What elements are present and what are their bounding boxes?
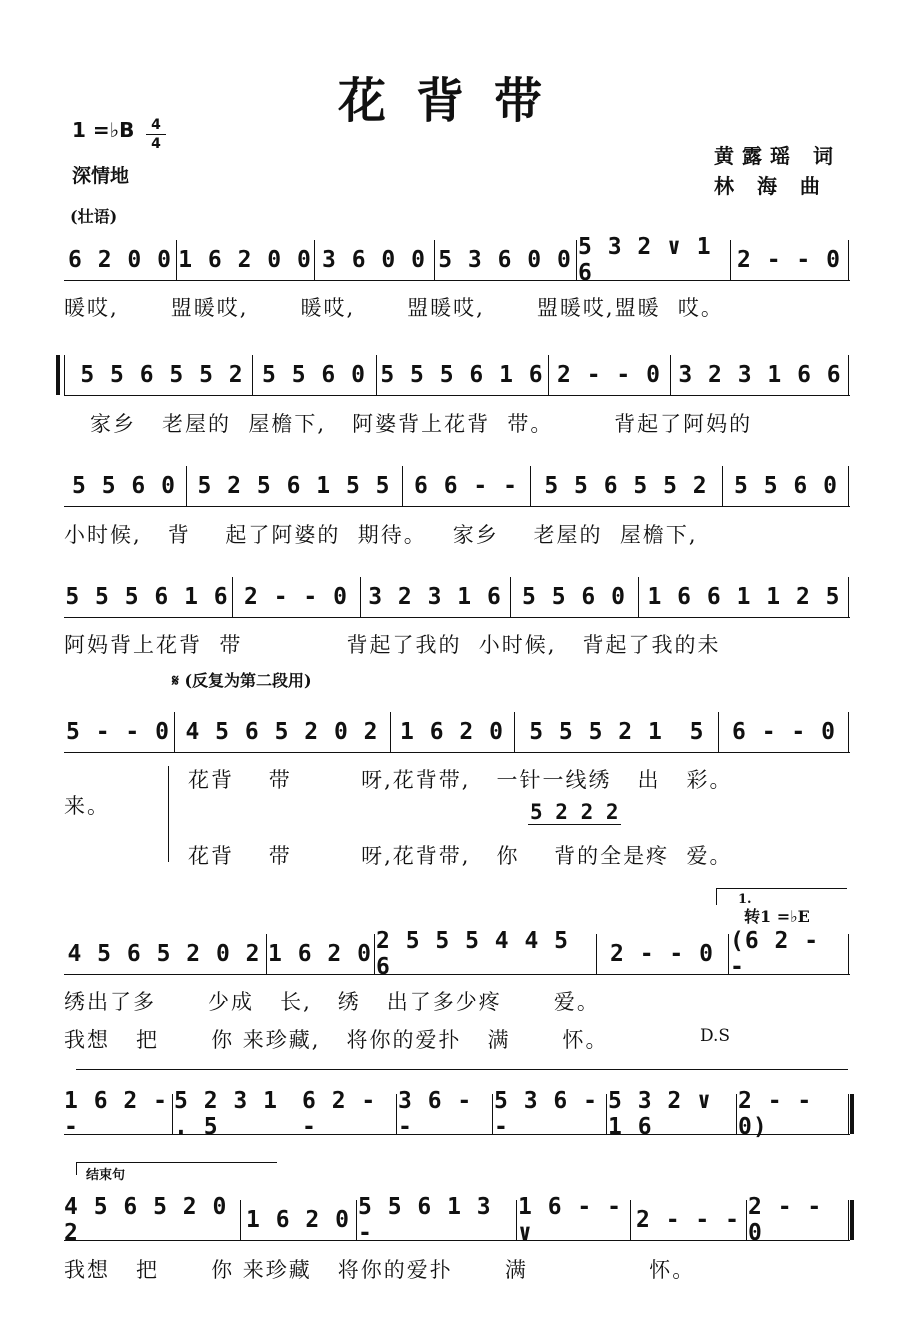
- measure: 6 - - 0: [732, 719, 836, 745]
- barline: [596, 934, 597, 974]
- measure: 2 5 5 5 4 4 5 6: [376, 928, 570, 980]
- barline: [516, 1200, 517, 1240]
- barline: [848, 934, 849, 974]
- measure: 4 5 6 5 2 0 2: [64, 1194, 228, 1246]
- measure: 3 6 0 0: [322, 247, 426, 273]
- key-signature: 1 =♭B: [72, 118, 135, 142]
- measure: 6 2 - -: [302, 1088, 377, 1140]
- barline: [606, 1094, 607, 1134]
- ds-mark: D.S: [700, 1026, 731, 1046]
- measure: 2 - - 0: [244, 584, 348, 610]
- measure: 5: [689, 719, 705, 745]
- measure: 5 - - 0: [66, 719, 170, 745]
- barline: [232, 577, 233, 617]
- measure: 5 5 5 6 1 6: [380, 362, 544, 388]
- measure: 5 5 5 2 1: [529, 719, 663, 745]
- measure: 2 - - 0: [748, 1194, 823, 1246]
- lyric-line: 暖哎, 盟暖哎, 暖哎, 盟暖哎, 盟暖哎,盟暖 哎。: [64, 296, 724, 320]
- measure: 6 2 0 0: [68, 247, 172, 273]
- music-row-7: [64, 1088, 850, 1140]
- measure: 2 - - -: [636, 1207, 740, 1233]
- lyric-line: 花背 带 呀,花背带, 你 背的全是疼 爱。: [188, 844, 733, 868]
- barline: [390, 712, 391, 752]
- barline: [548, 355, 549, 395]
- barline: [638, 577, 639, 617]
- modulation-mark: 转1 =♭E: [744, 907, 810, 926]
- measure: 5 5 6 5 5 2: [544, 473, 708, 499]
- meter-top: 4: [151, 117, 161, 133]
- measure: 5 2 5 6 1 5 5: [197, 473, 391, 499]
- music-row-3: [64, 466, 850, 507]
- barline: [186, 466, 187, 506]
- measure: 5 5 6 0: [734, 473, 838, 499]
- barline: [314, 240, 315, 280]
- barline: [434, 240, 435, 280]
- measure: 5 5 6 0: [72, 473, 176, 499]
- lyric-line: 我想 把 你 来珍藏, 将你的爱扑 满 怀。: [64, 1028, 609, 1052]
- barline: [176, 240, 177, 280]
- barline: [746, 1200, 747, 1240]
- barline: [576, 240, 577, 280]
- music-row-1: [64, 234, 850, 286]
- verse-brace: [168, 766, 175, 862]
- barline: [848, 240, 849, 280]
- measure: 1 6 2 0: [400, 719, 504, 745]
- barline: [514, 712, 515, 752]
- barline: [240, 1200, 241, 1240]
- barline: [736, 1094, 737, 1134]
- repeat-end: [848, 1094, 854, 1134]
- measure: 5 5 5 6 1 6: [65, 584, 229, 610]
- measure: 3 2 3 1 6 6: [678, 362, 842, 388]
- measure: 4 5 6 5 2 0 2: [67, 941, 261, 967]
- barline: [376, 355, 377, 395]
- lyric-line: 绣出了多 少成 长, 绣 出了多少疼 爱。: [64, 990, 600, 1014]
- measure: 5 3 6 - -: [494, 1088, 598, 1140]
- barline: [492, 1094, 493, 1134]
- barline: [848, 355, 849, 395]
- lyric-line: 我想 把 你 来珍藏 将你的爱扑 满 怀。: [64, 1258, 696, 1282]
- measure: 5 5 6 0: [262, 362, 366, 388]
- barline: [252, 355, 253, 395]
- measure: 5 3 6 0 0: [438, 247, 572, 273]
- barline: [722, 466, 723, 506]
- barline: [718, 712, 719, 752]
- measure: 1 6 2 0: [246, 1207, 350, 1233]
- measure: 1 6 2 0: [268, 941, 372, 967]
- barline: [530, 466, 531, 506]
- barline: [360, 577, 361, 617]
- time-signature: [146, 116, 166, 153]
- measure: 5 3 2 ∨ 1 6: [608, 1088, 712, 1140]
- measure: 2 - - 0: [557, 362, 661, 388]
- barline: [630, 1200, 631, 1240]
- measure: 5 5 6 0: [522, 584, 626, 610]
- alternate-notes: 5 2 2 2: [530, 800, 619, 824]
- coda-label: 结束句: [86, 1168, 126, 1183]
- tempo-marking: 深情地: [72, 165, 130, 187]
- lyric-line: 阿妈背上花背 带 背起了我的 小时候, 背起了我的未: [64, 633, 721, 657]
- song-title: 花背带: [337, 73, 572, 129]
- lyric-line: 家乡 老屋的 屋檐下, 阿婆背上花背 带。 背起了阿妈的: [90, 412, 753, 436]
- measure: 2 - - 0: [610, 941, 714, 967]
- measure: 1 6 - - ∨: [518, 1194, 622, 1246]
- lyric-line: 小时候, 背 起了阿婆的 期待。 家乡 老屋的 屋檐下,: [64, 523, 698, 547]
- volta-label: 1.: [738, 892, 752, 907]
- barline: [730, 240, 731, 280]
- barline: [172, 1094, 173, 1134]
- measure: 2 - - 0): [738, 1088, 813, 1140]
- measure: 1 6 2 - -: [64, 1088, 168, 1140]
- barline: [848, 466, 849, 506]
- lyric-line: 来。: [64, 794, 110, 818]
- measure: 5 3 2 ∨ 1 6: [578, 234, 712, 286]
- barline: [728, 934, 729, 974]
- barline: [396, 1094, 397, 1134]
- composer-credit: 林 海 曲: [714, 174, 828, 198]
- barline: [374, 934, 375, 974]
- lyricist-credit: 黄露瑶 词: [714, 144, 841, 168]
- music-row-4: [64, 577, 850, 618]
- measure: 6 6 - -: [414, 473, 518, 499]
- measure: 5 2 3 1 . 5: [174, 1088, 278, 1140]
- music-row-2: [64, 355, 850, 396]
- repeat-start: [56, 355, 65, 395]
- music-row-5: [64, 712, 850, 753]
- barline: [174, 712, 175, 752]
- barline: [848, 577, 849, 617]
- barline: [356, 1200, 357, 1240]
- lyric-line: 花背 带 呀,花背带, 一针一线绣 出 彩。: [188, 768, 733, 792]
- barline: [670, 355, 671, 395]
- measure: 1 6 2 0 0: [178, 247, 312, 273]
- segno-note: 𝄋 (反复为第二段用): [172, 671, 312, 690]
- barline: [848, 712, 849, 752]
- measure: 1 6 6 1 1 2 5: [647, 584, 841, 610]
- measure: 3 6 - -: [398, 1088, 473, 1140]
- measure: 2 - - 0: [737, 247, 841, 273]
- meter-bottom: 4: [151, 136, 161, 152]
- measure: (6 2 - -: [730, 928, 820, 980]
- measure: 4 5 6 5 2 0 2: [185, 719, 379, 745]
- measure: 3 2 3 1 6: [368, 584, 502, 610]
- final-barline: [848, 1200, 854, 1240]
- music-row-6: [64, 928, 850, 980]
- music-row-8: [64, 1194, 850, 1246]
- barline: [402, 466, 403, 506]
- prelude-note: (壮语): [70, 207, 118, 226]
- measure: 5 5 6 5 5 2: [80, 362, 244, 388]
- barline: [266, 934, 267, 974]
- measure: 5 5 6 1 3 -: [358, 1194, 492, 1246]
- barline: [510, 577, 511, 617]
- volta-bracket: [716, 888, 847, 905]
- volta-line: [76, 1069, 848, 1070]
